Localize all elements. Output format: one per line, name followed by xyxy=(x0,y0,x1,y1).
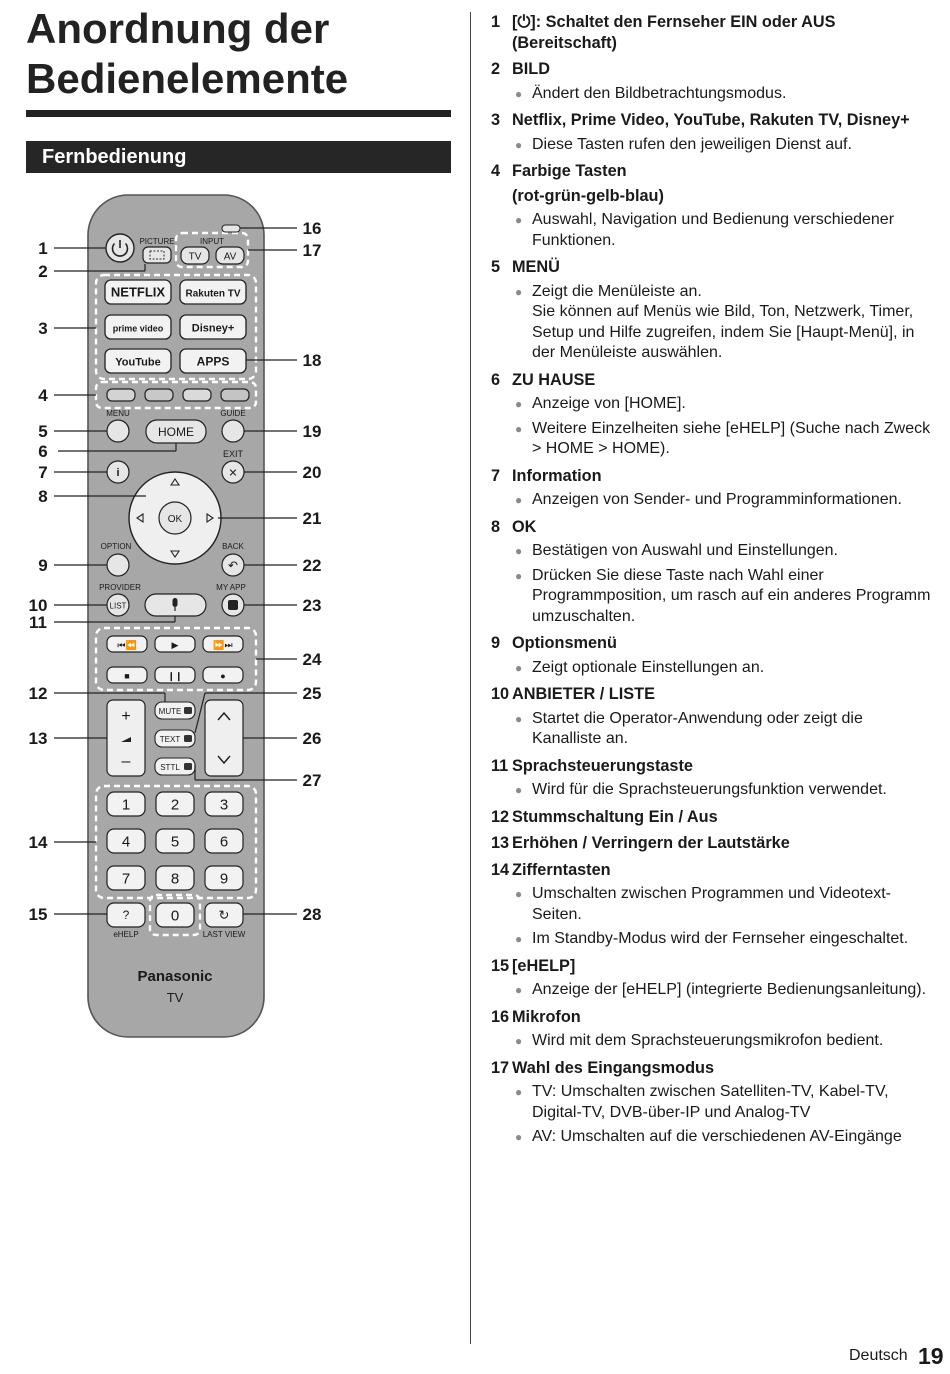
volume-up-icon: + xyxy=(121,708,131,725)
mute-icon xyxy=(184,707,192,714)
menu-button xyxy=(107,420,129,442)
info-icon: i xyxy=(116,467,120,479)
mute-button-label: MUTE xyxy=(158,707,182,716)
desc-item-17 xyxy=(491,1058,931,1152)
callout-16: 16 xyxy=(302,219,322,238)
desc-bullet xyxy=(512,84,931,105)
callout-21: 21 xyxy=(302,509,322,528)
prime-video-button-label: prime video xyxy=(112,323,164,334)
callout-1: 1 xyxy=(38,239,48,258)
callout-9: 9 xyxy=(38,556,48,575)
desc-item-16 xyxy=(491,1007,931,1056)
page-title-line1: Anordnung der xyxy=(26,5,330,52)
desc-item-subtitle: (rot-grün-gelb-blau) xyxy=(512,186,664,205)
desc-item-13 xyxy=(491,833,931,858)
guide-button xyxy=(222,420,244,442)
page-title xyxy=(26,4,456,104)
desc-item-5 xyxy=(491,257,931,368)
desc-item-number: 6 xyxy=(491,370,501,389)
desc-bullet xyxy=(512,282,931,364)
back-label: BACK xyxy=(222,542,244,551)
desc-bullet-text: Zeigt optionale Einstellungen an. xyxy=(532,658,765,676)
desc-item-15 xyxy=(491,956,931,1005)
desc-item-heading xyxy=(491,161,931,182)
callout-22: 22 xyxy=(302,556,322,575)
desc-item-title: Farbige Tasten xyxy=(512,162,627,180)
desc-bullet-text: Im Standby-Modus wird der Fernseher eingeschaltet. xyxy=(532,930,909,947)
digit-5-label: 5 xyxy=(170,833,180,851)
desc-bullet xyxy=(512,419,931,460)
brand-logo: Panasonic xyxy=(137,968,213,985)
sttl-icon xyxy=(184,763,192,770)
lastview-icon: ↻ xyxy=(218,907,230,923)
menu-label: MENU xyxy=(106,409,130,418)
desc-item-1 xyxy=(491,12,931,57)
desc-bullet xyxy=(512,709,931,750)
desc-item-heading xyxy=(491,860,931,881)
desc-item-heading xyxy=(491,956,931,977)
desc-item-number: 4 xyxy=(491,162,501,180)
desc-bullet-text: Anzeige von [HOME]. xyxy=(532,395,686,412)
desc-item-heading xyxy=(491,110,931,131)
play-icon: ▶ xyxy=(171,640,179,650)
callout-18: 18 xyxy=(302,351,322,370)
bullet-dot-icon: ● xyxy=(515,1085,523,1099)
desc-item-heading xyxy=(491,1058,931,1079)
desc-item-title: [eHELP] xyxy=(512,956,576,975)
desc-item-number: 2 xyxy=(491,60,501,78)
skip-forward-icon: ⏩⏭ xyxy=(213,640,233,650)
section-heading: Fernbedienung xyxy=(26,141,451,173)
rakuten-button-label: Rakuten TV xyxy=(185,288,241,300)
desc-bullet-text: Anzeige der [eHELP] (integrierte Bedienungsanleitung). xyxy=(532,981,927,998)
callout-3: 3 xyxy=(38,319,48,338)
desc-item-heading xyxy=(491,517,931,538)
callout-24: 24 xyxy=(302,650,322,669)
desc-item-number: 17 xyxy=(491,1058,510,1077)
desc-item-title: Sprachsteuerungstaste xyxy=(512,756,693,775)
option-button xyxy=(107,554,129,576)
desc-item-title: Optionsmenü xyxy=(512,634,617,652)
footer-language: Deutsch xyxy=(849,1347,908,1364)
digit-7-label: 7 xyxy=(121,870,131,888)
desc-item-number: 8 xyxy=(491,517,501,536)
record-icon: ● xyxy=(220,671,226,681)
desc-item-title: ANBIETER / LISTE xyxy=(512,685,655,703)
bullet-dot-icon: ● xyxy=(515,1034,523,1048)
volume-down-icon: – xyxy=(121,753,131,770)
bullet-dot-icon: ● xyxy=(515,568,523,583)
desc-item-title: MENÜ xyxy=(512,258,560,276)
desc-item-8 xyxy=(491,517,931,632)
desc-bullet-text: Diese Tasten rufen den jeweiligen Dienst auf. xyxy=(532,135,852,153)
callout-17: 17 xyxy=(302,241,322,260)
digit-8-label: 8 xyxy=(170,870,180,888)
desc-item-title: Zifferntasten xyxy=(512,860,611,879)
desc-bullet xyxy=(512,490,931,511)
text-button-label: TEXT xyxy=(159,735,181,744)
brand-subtitle: TV xyxy=(166,990,184,1005)
desc-item-14 xyxy=(491,860,931,954)
apps-button-label: APPS xyxy=(196,354,230,369)
myapp-label: MY APP xyxy=(216,583,246,592)
desc-item-2 xyxy=(491,59,931,108)
microphone-icon xyxy=(173,598,178,607)
desc-item-heading xyxy=(491,833,931,854)
disney-button-label: Disney+ xyxy=(191,322,235,335)
desc-bullet xyxy=(512,884,931,925)
bullet-dot-icon: ● xyxy=(515,544,523,558)
desc-item-11 xyxy=(491,756,931,805)
desc-item-number: 15 xyxy=(491,956,510,975)
callout-14: 14 xyxy=(28,833,48,852)
desc-item-title: BILD xyxy=(512,60,550,78)
bullet-dot-icon: ● xyxy=(515,284,523,299)
channel-rocker xyxy=(205,700,243,776)
microphone-hole xyxy=(222,225,240,232)
desc-item-title: Stummschaltung Ein / Aus xyxy=(512,807,718,826)
callout-25: 25 xyxy=(302,684,322,703)
bullet-dot-icon: ● xyxy=(515,86,523,101)
remote-control-illustration xyxy=(0,185,460,1055)
yellow-button xyxy=(183,389,211,401)
bullet-dot-icon: ● xyxy=(515,1130,523,1144)
desc-bullet xyxy=(512,541,931,562)
desc-item-4 xyxy=(491,161,931,255)
desc-item-10 xyxy=(491,684,931,754)
desc-item-heading xyxy=(491,1007,931,1028)
text-icon xyxy=(184,735,192,742)
desc-item-heading xyxy=(491,59,931,80)
page-number: 19 xyxy=(918,1343,944,1369)
callout-12: 12 xyxy=(28,684,48,703)
back-icon: ↶ xyxy=(227,558,239,573)
desc-bullet xyxy=(512,135,931,156)
desc-bullet xyxy=(512,658,931,679)
home-button-label: HOME xyxy=(158,425,194,439)
callout-15: 15 xyxy=(28,905,48,924)
desc-item-heading xyxy=(491,807,931,828)
callout-10: 10 xyxy=(28,596,48,615)
picture-button xyxy=(143,247,171,263)
exit-label: EXIT xyxy=(222,449,244,459)
desc-item-number: 13 xyxy=(491,834,510,852)
bullet-dot-icon: ● xyxy=(515,493,523,507)
desc-bullet-text: AV: Umschalten auf die verschiedenen AV-Eingänge xyxy=(532,1128,902,1145)
desc-item-number: 14 xyxy=(491,860,510,879)
youtube-button-label: YouTube xyxy=(115,356,161,369)
callout-4: 4 xyxy=(38,386,48,405)
callout-23: 23 xyxy=(302,596,322,615)
desc-item-heading xyxy=(491,633,931,654)
input-label: INPUT xyxy=(200,237,224,246)
desc-bullet-text: TV: Umschalten zwischen Satelliten-TV, Kabel-TV, Digital-TV, DVB-über-IP und Analog-TV xyxy=(532,1083,889,1121)
ehelp-label: eHELP xyxy=(113,930,139,939)
desc-bullet-text: Startet die Operator-Anwendung oder zeigt die Kanalliste an. xyxy=(532,709,863,747)
desc-item-3 xyxy=(491,110,931,159)
desc-bullet xyxy=(512,394,931,415)
digit-4-label: 4 xyxy=(121,833,131,851)
desc-bullet-text: Anzeigen von Sender- und Programminformationen. xyxy=(532,491,902,508)
digit-0-label: 0 xyxy=(170,907,180,925)
guide-label: GUIDE xyxy=(220,409,246,418)
desc-item-12 xyxy=(491,807,931,832)
desc-item-title: OK xyxy=(512,517,537,536)
desc-item-number: 3 xyxy=(491,111,501,129)
desc-bullet-text: Weitere Einzelheiten siehe [eHELP] (Suche nach Zweck > HOME > HOME). xyxy=(532,419,931,457)
red-button xyxy=(107,389,135,401)
av-button-label: AV xyxy=(223,251,237,263)
desc-item-title: [⏻]: Schaltet den Fernseher EIN oder AUS (Bereitschaft) xyxy=(512,13,836,52)
list-button-label: LIST xyxy=(109,601,127,611)
desc-item-title: Erhöhen / Verringern der Lautstärke xyxy=(512,834,790,852)
title-rule xyxy=(26,110,451,117)
desc-bullet-text: Zeigt die Menüleiste an. Sie können auf Menüs wie Bild, Ton, Netzwerk, Timer, Setup und Hilfe zugreifen, indem Sie [Haupt-Menü], in der Menüleiste auswählen. xyxy=(532,282,915,361)
green-button xyxy=(145,389,173,401)
stop-icon: ■ xyxy=(124,671,130,681)
callout-13: 13 xyxy=(28,729,48,748)
callout-6: 6 xyxy=(38,442,48,461)
myapp-icon xyxy=(228,600,238,610)
sttl-button-label: STTL xyxy=(160,763,180,772)
tv-button-label: TV xyxy=(188,251,202,263)
bullet-dot-icon: ● xyxy=(515,421,523,436)
ehelp-icon: ? xyxy=(122,908,130,922)
callout-27: 27 xyxy=(302,771,322,790)
callout-28: 28 xyxy=(302,905,322,924)
desc-item-6 xyxy=(491,370,931,464)
desc-item-number: 12 xyxy=(491,807,510,826)
provider-label: PROVIDER xyxy=(99,583,141,592)
desc-bullet xyxy=(512,1127,931,1148)
desc-bullet-text: Drücken Sie diese Taste nach Wahl einer Programmposition, um rasch auf ein anderes Programm umzuschalten. xyxy=(532,566,931,625)
desc-bullet xyxy=(512,1031,931,1052)
desc-item-number: 11 xyxy=(491,756,509,775)
callout-5: 5 xyxy=(38,422,48,441)
callout-11: 11 xyxy=(29,613,47,632)
bullet-dot-icon: ● xyxy=(515,137,523,152)
desc-bullet-text: Wird für die Sprachsteuerungsfunktion verwendet. xyxy=(532,781,887,798)
desc-bullet xyxy=(512,780,931,801)
desc-item-number: 5 xyxy=(491,258,501,276)
ok-button-label: OK xyxy=(167,514,183,525)
lastview-label: LAST VIEW xyxy=(202,930,246,939)
picture-label: PICTURE xyxy=(139,237,175,246)
pause-icon: ❙❙ xyxy=(167,671,183,681)
desc-item-7 xyxy=(491,466,931,515)
exit-icon: ✕ xyxy=(228,467,238,480)
skip-back-icon: ⏮⏪ xyxy=(117,640,137,650)
desc-bullet xyxy=(512,929,931,950)
desc-bullet-text: Bestätigen von Auswahl und Einstellungen. xyxy=(532,542,838,559)
bullet-dot-icon: ● xyxy=(515,660,523,675)
bullet-dot-icon: ● xyxy=(515,783,523,797)
desc-item-9 xyxy=(491,633,931,682)
desc-item-number: 9 xyxy=(491,634,501,652)
desc-bullet xyxy=(512,210,931,251)
desc-item-heading xyxy=(491,370,931,391)
desc-bullet xyxy=(512,566,931,628)
netflix-button-label: NETFLIX xyxy=(110,284,166,300)
desc-item-number: 1 xyxy=(491,13,501,31)
desc-item-heading xyxy=(491,12,931,53)
callout-8: 8 xyxy=(38,487,48,506)
desc-bullet-text: Umschalten zwischen Programmen und Videotext-Seiten. xyxy=(532,885,891,923)
desc-item-heading xyxy=(491,257,931,278)
callout-7: 7 xyxy=(38,463,48,482)
desc-item-title: Wahl des Eingangsmodus xyxy=(512,1058,715,1077)
column-divider xyxy=(470,12,471,1344)
bullet-dot-icon: ● xyxy=(515,887,523,901)
desc-bullet xyxy=(512,980,931,1001)
desc-bullet xyxy=(512,1082,931,1123)
desc-item-title: Netflix, Prime Video, YouTube, Rakuten TV, Disney+ xyxy=(512,111,910,129)
desc-item-number: 10 xyxy=(491,685,510,703)
callout-26: 26 xyxy=(302,729,322,748)
desc-item-heading xyxy=(491,684,931,705)
callout-19: 19 xyxy=(302,422,322,441)
blue-button xyxy=(221,389,249,401)
desc-item-heading xyxy=(491,756,931,777)
desc-bullet-text: Auswahl, Navigation und Bedienung verschiedener Funktionen. xyxy=(532,211,895,249)
digit-9-label: 9 xyxy=(219,870,229,888)
digit-2-label: 2 xyxy=(170,796,180,814)
digit-1-label: 1 xyxy=(121,796,131,814)
desc-item-number: 16 xyxy=(491,1007,510,1026)
digit-3-label: 3 xyxy=(219,796,229,814)
option-label: OPTION xyxy=(100,542,132,551)
bullet-dot-icon: ● xyxy=(515,213,523,227)
bullet-dot-icon: ● xyxy=(515,983,523,997)
bullet-dot-icon: ● xyxy=(515,711,523,726)
desc-bullet-text: Ändert den Bildbetrachtungsmodus. xyxy=(532,84,787,102)
desc-bullet-text: Wird mit dem Sprachsteuerungsmikrofon bedient. xyxy=(532,1032,884,1049)
callout-2: 2 xyxy=(38,262,48,281)
bullet-dot-icon: ● xyxy=(515,397,523,411)
desc-item-heading xyxy=(491,466,931,487)
button-descriptions xyxy=(491,12,931,1154)
desc-item-title: Information xyxy=(512,466,602,485)
callout-20: 20 xyxy=(302,463,322,482)
digit-6-label: 6 xyxy=(219,833,229,851)
desc-item-number: 7 xyxy=(491,466,501,485)
desc-item-title: Mikrofon xyxy=(512,1007,581,1026)
desc-item-title: ZU HAUSE xyxy=(512,370,596,389)
page-title-line2: Bedienelemente xyxy=(26,55,349,102)
bullet-dot-icon: ● xyxy=(515,932,523,946)
